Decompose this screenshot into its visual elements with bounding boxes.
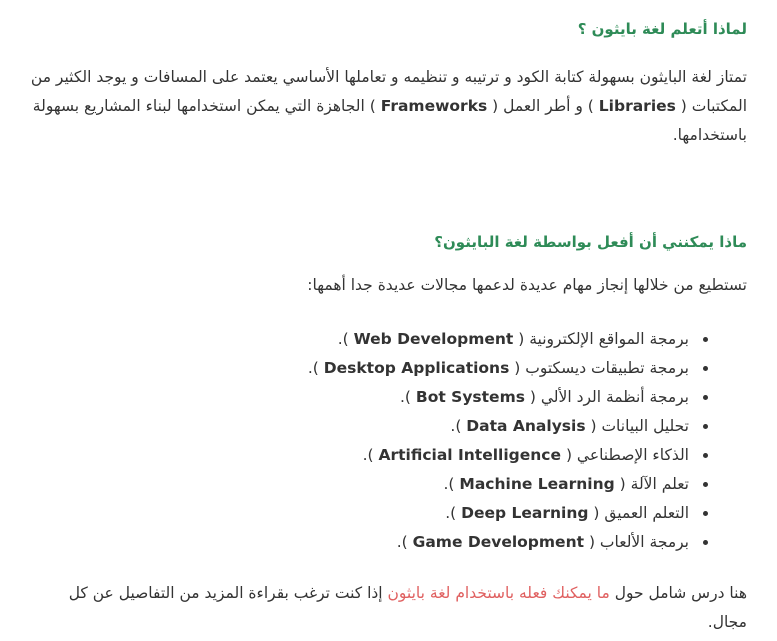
item-label: تعلم الآلة ( [614, 475, 689, 493]
item-term: Data Analysis [466, 417, 586, 435]
section-heading-what-can-i-do: ماذا يمكنني أن أفعل بواسطة لغة البايثون؟ [434, 233, 747, 251]
item-end: ). [396, 533, 413, 551]
list-item [28, 499, 692, 528]
list-item [28, 412, 692, 441]
list-item [28, 383, 692, 412]
item-label: الذكاء الإصطناعي ( [561, 446, 689, 464]
item-term: Machine Learning [459, 475, 615, 493]
list-item [28, 470, 692, 499]
item-label: تحليل البيانات ( [585, 417, 689, 435]
list-item [28, 325, 692, 354]
item-label: التعلم العميق ( [588, 504, 689, 522]
footer-text-after: إذا كنت ترغب بقراءة المزيد من التفاصيل عن كل مجال. [68, 584, 747, 631]
fields-list [28, 325, 747, 557]
list-item [28, 441, 692, 470]
item-label: برمجة المواقع الإلكترونية ( [513, 330, 689, 348]
item-label: برمجة الألعاب ( [584, 533, 689, 551]
footer-text-before: هنا درس شامل حول [609, 584, 747, 602]
item-term: Web Development [353, 330, 514, 348]
item-end: ). [362, 446, 379, 464]
python-uses-link[interactable]: ما يمكنك فعله باستخدام لغة بايثون [387, 584, 610, 602]
para-text-2: ) و أطر العمل ( [487, 97, 599, 115]
item-term: Bot Systems [415, 388, 525, 406]
para-text-3: ) الجاهزة التي يمكن استخدامها لبناء المشاريع بسهولة باستخدامها. [32, 97, 747, 144]
item-term: Game Development [412, 533, 585, 551]
frameworks-term: Frameworks [380, 97, 488, 115]
item-label: برمجة أنظمة الرد الألي ( [524, 388, 689, 406]
item-end: ). [450, 417, 467, 435]
item-term: Artificial Intelligence [378, 446, 562, 464]
item-term: Deep Learning [461, 504, 589, 522]
item-end: ). [337, 330, 354, 348]
why-python-paragraph [28, 63, 747, 150]
fields-intro: تستطيع من خلالها إنجاز مهام عديدة لدعمها مجالات عديدة جدا أهمها: [307, 276, 747, 294]
item-term: Desktop Applications [323, 359, 510, 377]
section-heading-why-python: لماذا أتعلم لغة بايثون ؟ [577, 20, 747, 38]
item-label: برمجة تطبيقات ديسكتوب ( [509, 359, 689, 377]
footer-paragraph [28, 579, 747, 637]
libraries-term: Libraries [598, 97, 676, 115]
item-end: ). [443, 475, 460, 493]
list-item [28, 528, 692, 557]
item-end: ). [307, 359, 324, 377]
para-text-1: تمتاز لغة البايثون بسهولة كتابة الكود و ترتيبه و تنظيمه و تعاملها الأساسي يعتمد على المسافات و يوجد الكثير من المكتبات ( [30, 68, 747, 115]
item-end: ). [399, 388, 416, 406]
item-end: ). [445, 504, 462, 522]
list-item [28, 354, 692, 383]
